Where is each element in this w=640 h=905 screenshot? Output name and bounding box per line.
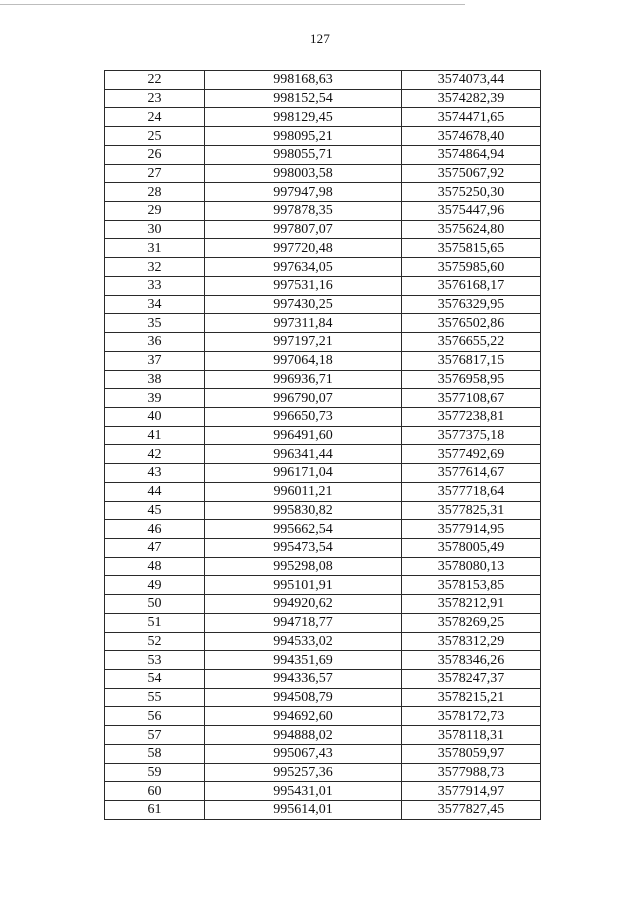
x-coordinate-cell: 996790,07: [205, 389, 402, 408]
table-row: [105, 726, 541, 745]
x-coordinate-cell: 994533,02: [205, 632, 402, 651]
table-row: [105, 632, 541, 651]
point-number-cell: 43: [105, 464, 205, 483]
y-coordinate-cell: 3575815,65: [402, 239, 541, 258]
top-border-line: [0, 4, 465, 5]
x-coordinate-cell: 997311,84: [205, 314, 402, 333]
y-coordinate-cell: 3574864,94: [402, 145, 541, 164]
table-row: [105, 183, 541, 202]
point-number-cell: 52: [105, 632, 205, 651]
table-row: [105, 520, 541, 539]
table-row: [105, 276, 541, 295]
y-coordinate-cell: 3574282,39: [402, 89, 541, 108]
point-number-cell: 38: [105, 370, 205, 389]
x-coordinate-cell: 997634,05: [205, 258, 402, 277]
y-coordinate-cell: 3576168,17: [402, 276, 541, 295]
table-row: [105, 351, 541, 370]
x-coordinate-cell: 995431,01: [205, 782, 402, 801]
table-row: [105, 613, 541, 632]
y-coordinate-cell: 3577492,69: [402, 445, 541, 464]
table-row: [105, 333, 541, 352]
table-row: [105, 220, 541, 239]
point-number-cell: 34: [105, 295, 205, 314]
x-coordinate-cell: 994718,77: [205, 613, 402, 632]
point-number-cell: 51: [105, 613, 205, 632]
x-coordinate-cell: 994351,69: [205, 651, 402, 670]
point-number-cell: 25: [105, 127, 205, 146]
y-coordinate-cell: 3575250,30: [402, 183, 541, 202]
y-coordinate-cell: 3574073,44: [402, 71, 541, 90]
point-number-cell: 55: [105, 688, 205, 707]
point-number-cell: 28: [105, 183, 205, 202]
x-coordinate-cell: 997807,07: [205, 220, 402, 239]
table-row: [105, 370, 541, 389]
point-number-cell: 60: [105, 782, 205, 801]
x-coordinate-cell: 994692,60: [205, 707, 402, 726]
y-coordinate-cell: 3577614,67: [402, 464, 541, 483]
table-row: [105, 314, 541, 333]
x-coordinate-cell: 994336,57: [205, 670, 402, 689]
page-number: 127: [309, 31, 331, 46]
y-coordinate-cell: 3575447,96: [402, 202, 541, 221]
x-coordinate-cell: 996341,44: [205, 445, 402, 464]
table-row: [105, 164, 541, 183]
x-coordinate-cell: 997430,25: [205, 295, 402, 314]
table-row: [105, 407, 541, 426]
point-number-cell: 27: [105, 164, 205, 183]
y-coordinate-cell: 3577375,18: [402, 426, 541, 445]
y-coordinate-cell: 3576817,15: [402, 351, 541, 370]
table-row: [105, 426, 541, 445]
y-coordinate-cell: 3578312,29: [402, 632, 541, 651]
table-row: [105, 801, 541, 820]
point-number-cell: 22: [105, 71, 205, 90]
table-row: [105, 239, 541, 258]
point-number-cell: 31: [105, 239, 205, 258]
table-row: [105, 501, 541, 520]
point-number-cell: 23: [105, 89, 205, 108]
point-number-cell: 45: [105, 501, 205, 520]
y-coordinate-cell: 3578247,37: [402, 670, 541, 689]
x-coordinate-cell: 995473,54: [205, 538, 402, 557]
point-number-cell: 32: [105, 258, 205, 277]
y-coordinate-cell: 3577914,97: [402, 782, 541, 801]
y-coordinate-cell: 3578269,25: [402, 613, 541, 632]
x-coordinate-cell: 995614,01: [205, 801, 402, 820]
x-coordinate-cell: 995830,82: [205, 501, 402, 520]
point-number-cell: 61: [105, 801, 205, 820]
table-row: [105, 445, 541, 464]
point-number-cell: 33: [105, 276, 205, 295]
x-coordinate-cell: 995067,43: [205, 744, 402, 763]
y-coordinate-cell: 3577988,73: [402, 763, 541, 782]
x-coordinate-cell: 998095,21: [205, 127, 402, 146]
x-coordinate-cell: 995101,91: [205, 576, 402, 595]
x-coordinate-cell: 997197,21: [205, 333, 402, 352]
x-coordinate-cell: 998168,63: [205, 71, 402, 90]
x-coordinate-cell: 997878,35: [205, 202, 402, 221]
point-number-cell: 49: [105, 576, 205, 595]
table-row: [105, 557, 541, 576]
x-coordinate-cell: 997064,18: [205, 351, 402, 370]
x-coordinate-cell: 996171,04: [205, 464, 402, 483]
point-number-cell: 58: [105, 744, 205, 763]
x-coordinate-cell: 998152,54: [205, 89, 402, 108]
y-coordinate-cell: 3578005,49: [402, 538, 541, 557]
point-number-cell: 30: [105, 220, 205, 239]
table-row: [105, 688, 541, 707]
point-number-cell: 39: [105, 389, 205, 408]
x-coordinate-cell: 997531,16: [205, 276, 402, 295]
table-row: [105, 145, 541, 164]
point-number-cell: 56: [105, 707, 205, 726]
x-coordinate-cell: 998129,45: [205, 108, 402, 127]
x-coordinate-cell: 996650,73: [205, 407, 402, 426]
table-row: [105, 71, 541, 90]
point-number-cell: 41: [105, 426, 205, 445]
table-row: [105, 763, 541, 782]
y-coordinate-cell: 3578346,26: [402, 651, 541, 670]
table-row: [105, 89, 541, 108]
y-coordinate-cell: 3574471,65: [402, 108, 541, 127]
point-number-cell: 40: [105, 407, 205, 426]
point-number-cell: 37: [105, 351, 205, 370]
x-coordinate-cell: 997720,48: [205, 239, 402, 258]
y-coordinate-cell: 3577718,64: [402, 482, 541, 501]
table-row: [105, 538, 541, 557]
table-row: [105, 258, 541, 277]
y-coordinate-cell: 3578172,73: [402, 707, 541, 726]
point-number-cell: 26: [105, 145, 205, 164]
point-number-cell: 36: [105, 333, 205, 352]
x-coordinate-cell: 995298,08: [205, 557, 402, 576]
point-number-cell: 53: [105, 651, 205, 670]
y-coordinate-cell: 3574678,40: [402, 127, 541, 146]
y-coordinate-cell: 3578080,13: [402, 557, 541, 576]
y-coordinate-cell: 3575985,60: [402, 258, 541, 277]
table-row: [105, 782, 541, 801]
y-coordinate-cell: 3577914,95: [402, 520, 541, 539]
x-coordinate-cell: 995257,36: [205, 763, 402, 782]
y-coordinate-cell: 3575067,92: [402, 164, 541, 183]
point-number-cell: 42: [105, 445, 205, 464]
y-coordinate-cell: 3578118,31: [402, 726, 541, 745]
x-coordinate-cell: 996011,21: [205, 482, 402, 501]
coordinates-table: [104, 70, 541, 820]
table-row: [105, 202, 541, 221]
table-row: [105, 482, 541, 501]
y-coordinate-cell: 3575624,80: [402, 220, 541, 239]
point-number-cell: 54: [105, 670, 205, 689]
table-row: [105, 464, 541, 483]
table-row: [105, 576, 541, 595]
table-row: [105, 295, 541, 314]
point-number-cell: 57: [105, 726, 205, 745]
y-coordinate-cell: 3578212,91: [402, 595, 541, 614]
y-coordinate-cell: 3576958,95: [402, 370, 541, 389]
y-coordinate-cell: 3578153,85: [402, 576, 541, 595]
y-coordinate-cell: 3577108,67: [402, 389, 541, 408]
y-coordinate-cell: 3578215,21: [402, 688, 541, 707]
table-row: [105, 595, 541, 614]
y-coordinate-cell: 3577825,31: [402, 501, 541, 520]
y-coordinate-cell: 3578059,97: [402, 744, 541, 763]
x-coordinate-cell: 996936,71: [205, 370, 402, 389]
y-coordinate-cell: 3576502,86: [402, 314, 541, 333]
y-coordinate-cell: 3577238,81: [402, 407, 541, 426]
x-coordinate-cell: 996491,60: [205, 426, 402, 445]
y-coordinate-cell: 3577827,45: [402, 801, 541, 820]
y-coordinate-cell: 3576655,22: [402, 333, 541, 352]
point-number-cell: 47: [105, 538, 205, 557]
point-number-cell: 59: [105, 763, 205, 782]
x-coordinate-cell: 994888,02: [205, 726, 402, 745]
x-coordinate-cell: 995662,54: [205, 520, 402, 539]
point-number-cell: 48: [105, 557, 205, 576]
table-row: [105, 744, 541, 763]
x-coordinate-cell: 994920,62: [205, 595, 402, 614]
table-row: [105, 670, 541, 689]
table-row: [105, 707, 541, 726]
table-row: [105, 389, 541, 408]
x-coordinate-cell: 994508,79: [205, 688, 402, 707]
x-coordinate-cell: 997947,98: [205, 183, 402, 202]
point-number-cell: 24: [105, 108, 205, 127]
point-number-cell: 29: [105, 202, 205, 221]
y-coordinate-cell: 3576329,95: [402, 295, 541, 314]
point-number-cell: 44: [105, 482, 205, 501]
table-row: [105, 108, 541, 127]
point-number-cell: 35: [105, 314, 205, 333]
point-number-cell: 46: [105, 520, 205, 539]
x-coordinate-cell: 998003,58: [205, 164, 402, 183]
x-coordinate-cell: 998055,71: [205, 145, 402, 164]
point-number-cell: 50: [105, 595, 205, 614]
coordinates-table-body: [105, 71, 541, 820]
table-row: [105, 127, 541, 146]
table-row: [105, 651, 541, 670]
